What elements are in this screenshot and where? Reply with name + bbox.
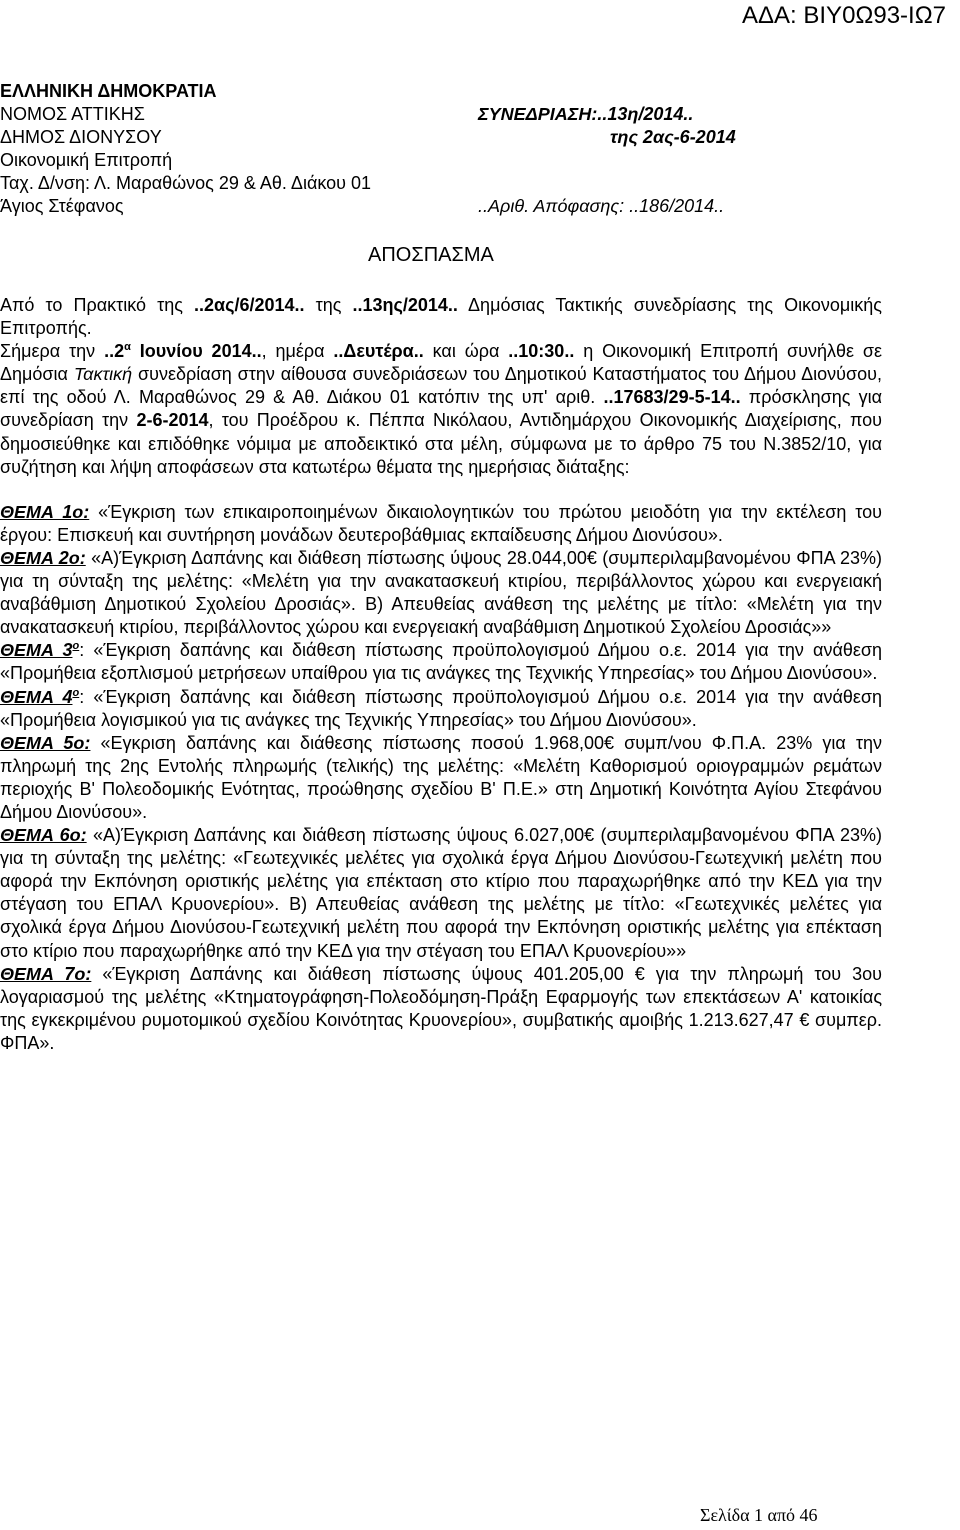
header-line: ΕΛΛΗΝΙΚΗ ΔΗΜΟΚΡΑΤΙΑ — [0, 81, 217, 101]
item-label: ΘΕΜΑ 1ο: — [0, 501, 90, 522]
agenda-item — [0, 501, 882, 547]
header-line: ΔΗΜΟΣ ΔΙΟΝΥΣΟΥ — [0, 127, 162, 147]
spacer — [0, 479, 882, 501]
item-label: ΘΕΜΑ 5ο: — [0, 732, 91, 753]
text: πρόσκλησης για συνεδρίαση την — [0, 387, 882, 431]
text: Δημόσιας Τακτικής συνεδρίασης της Οικονομικής Επιτροπής. — [0, 295, 882, 339]
text: , του Προέδρου κ. Πέππα Νικόλαου, Αντιδημάρχου Οικονομικής Διαχείρισης, που δημοσιεύθηκε και επιδόθηκε νόμιμα με αποδεικτικό στα μέλη, σύμφωνα με το άρθρο 75 του Ν.3852/10, για συζήτηση και λήψη αποφάσεων στα κατωτέρω θέματα της ημερήσιας διάταξης: — [0, 410, 882, 477]
item-label-sup: ο — [72, 686, 80, 699]
item-label: ΘΕΜΑ 6ο: — [0, 825, 87, 846]
text: και ώρα — [423, 341, 509, 362]
text: συνεδρίαση στην αίθουσα συνεδριάσεων του Δημοτικού Καταστήματος του Δήμου Διονύσου, επί της οδού Λ. Μαραθώνος 29 & Αθ. Διάκου 01 κατόπιν της υπ' αριθ. — [0, 364, 882, 408]
session-date: της 2ας-6-2014 — [610, 127, 736, 147]
decision-number: ..Αριθ. Απόφασης: ..186/2014.. — [478, 196, 725, 216]
text: 2-6-2014 — [136, 410, 209, 431]
text: ..17683/29-5-14.. — [603, 387, 741, 408]
header-line: ΝΟΜΟΣ ΑΤΤΙΚΗΣ — [0, 104, 145, 124]
agenda-item — [0, 686, 882, 732]
text: ..10:30.. — [508, 341, 575, 362]
agenda-item — [0, 963, 882, 1055]
agenda-item — [0, 732, 882, 824]
page-title: ΑΠΟΣΠΑΣΜΑ — [368, 244, 494, 266]
item-text: «Έγκριση των επικαιροποιημένων δικαιολογητικών του πρώτου μειοδότη για την εκτέλεση του έργου: Επισκευή και συντήρηση μονάδων δευτεροβάθμιας εκπαίδευσης Δήμου Διονύσου». — [0, 501, 882, 545]
agenda-item — [0, 824, 882, 963]
text: Από το Πρακτικό της — [0, 295, 195, 315]
text: Σήμερα την — [0, 341, 105, 362]
item-text: «Α)Έγκριση Δαπάνης και διάθεση πίστωσης ύψους 6.027,00€ (συμπεριλαμβανομένου ΦΠΑ 23%) για τη σύνταξη της μελέτης: «Γεωτεχνικές μελέτες για σχολικά έργα Δήμου Διονύσου-Γεωτεχνική μελέτη που αφορά την Εκπόνηση οριστικής μελέτης για επέκταση στο κτίριο που παραχωρήθηκε από την ΚΕΔ για την στέγαση του ΕΠΑΛ Κρυονερίου». Β) Απευθείας ανάθεση της μελέτης με τίτλο: «Γεωτεχνικές μελέτες για σχολικά έργα Δήμου Διονύσου-Γεωτεχνική μελέτη που αφορά την Εκπόνηση οριστικής μελέτης για επέκταση στο κτίριο που παραχωρήθηκε από την ΚΕΔ για την στέγαση του ΕΠΑΛ Κρυονερίου»» — [0, 825, 882, 961]
item-label: ΘΕΜΑ 7ο: — [0, 963, 92, 984]
text: ..Δευτέρα.. — [333, 341, 424, 362]
page-number: Σελίδα 1 από 46 — [700, 1505, 818, 1525]
intro-paragraph — [0, 340, 882, 479]
text: ..2 — [104, 341, 125, 362]
text: της — [304, 295, 353, 315]
session-number: ΣΥΝΕΔΡΙΑΣΗ:..13η/2014.. — [478, 104, 694, 124]
agenda-item — [0, 639, 882, 685]
text: η Οικονομική Επιτροπή συνήλθε σε Δημόσια — [0, 341, 882, 385]
item-text: : «Έγκριση δαπάνης και διάθεση πίστωσης προϋπολογισμού Δήμου ο.ε. 2014 για την ανάθεση «Προμήθεια εξοπλισμού μετρήσεων υπαίθρου για τις ανάγκες της Τεχνικής Υπηρεσίας» του Δήμου Διονύσου». — [0, 640, 883, 684]
item-label: ΘΕΜΑ 4 — [0, 686, 73, 707]
header-line: Οικονομική Επιτροπή — [0, 150, 173, 170]
text: , ημέρα — [261, 341, 334, 362]
text: α — [124, 341, 131, 354]
text: ..2ας/6/2014.. — [194, 295, 305, 315]
header-line: Άγιος Στέφανος — [0, 196, 124, 216]
ada-code: ΑΔΑ: ΒΙΥ0Ω93-ΙΩ7 — [742, 2, 946, 29]
header-line: Ταχ. Δ/νση: Λ. Μαραθώνος 29 & Αθ. Διάκου 01 — [0, 173, 372, 193]
text: Τακτική — [73, 364, 133, 385]
text: Ιουνίου 2014.. — [130, 341, 262, 362]
document-body — [0, 294, 882, 1055]
item-text: «Α)Έγκριση Δαπάνης και διάθεση πίστωσης ύψους 28.044,00€ (συμπεριλαμβανομένου ΦΠΑ 23%) για τη σύνταξη της μελέτης: «Μελέτη για την ανακατασκευή κτιρίου, περιβάλλοντος χώρου και ενεργειακή αναβάθμιση Δημοτικού Σχολείου Δροσιάς». Β) Απευθείας ανάθεση της μελέτης με τίτλο: «Μελέτη για την ανακατασκευή κτιρίου, περιβάλλοντος χώρου και ενεργειακή αναβάθμιση Δημοτικού Σχολείου Δροσιάς»» — [0, 547, 882, 638]
item-label-sup: ο — [72, 640, 80, 653]
item-text: : «Έγκριση δαπάνης και διάθεση πίστωσης προϋπολογισμού Δήμου ο.ε. 2014 για την ανάθεση «Προμήθεια λογισμικού για τις ανάγκες της Τεχνικής Υπηρεσίας» του Δήμου Διονύσου». — [0, 686, 883, 730]
item-text: «Έγκριση Δαπάνης και διάθεση πίστωσης ύψους 401.205,00 € για την πληρωμή του 3ου λογαριασμού της μελέτης «Κτηματογράφηση-Πολεοδόμηση-Πράξη Εφαρμογής των επεκτάσεων Α' κατοικίας της εγκεκριμένου ρυμοτομικού σχεδίου Κοινότητας Κρυονερίου», συμβατικής αμοιβής 1.213.627,47 € συμπερ. ΦΠΑ». — [0, 963, 882, 1053]
item-label: ΘΕΜΑ 2ο: — [0, 547, 86, 568]
item-label: ΘΕΜΑ 3 — [0, 640, 73, 661]
intro-paragraph — [0, 294, 882, 340]
text: ..13ης/2014.. — [352, 295, 458, 315]
item-text: «Εγκριση δαπάνης και διάθεσης πίστωσης ποσού 1.968,00€ συμπ/νου Φ.Π.Α. 23% για την πληρωμή της 2ης Εντολής πληρωμής (τελικής) της μελέτης: «Μελέτη Καθορισμού οριογραμμών ρεμάτων περιοχής Β' Πολεοδομικής Ενότητας, προώθησης σχεδίου Β' Π.Ε.» στη Δημοτική Κοινότητα Αγίου Στεφάνου Δήμου Διονύσου». — [0, 732, 882, 822]
agenda-item — [0, 547, 882, 639]
